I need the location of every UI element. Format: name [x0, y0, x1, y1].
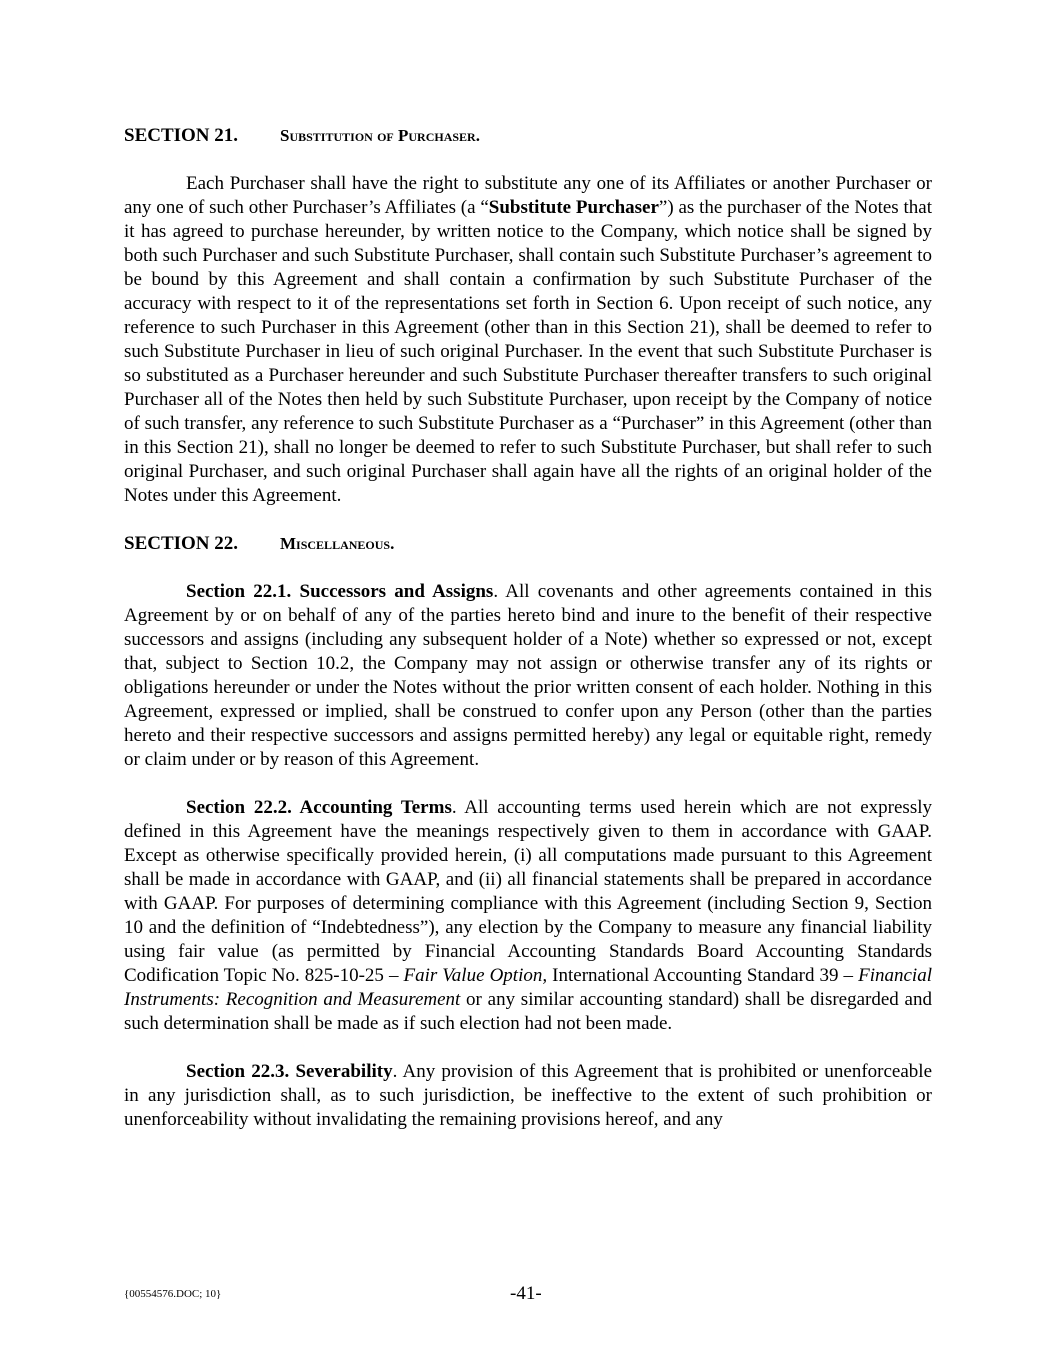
section-22-1-paragraph: Section 22.1. Successors and Assigns. All covenants and other agreements contained in this Agreement by or on behalf of any of the parties hereto bind and inure to the benefit of their respective successors and assigns (including any subsequent holder of a Note) whether so expressed or not, except that, subject to Section 10.2, the Company may not assign or otherwise transfer any of its rights or obligations hereunder or under the Notes without the prior written consent of each holder. Nothing in this Agreement, expressed or implied, shall be construed to confer upon any Person (other than the parties hereto and their respective successors and assigns permitted hereby) any legal or equitable right, remedy or claim under or by reason of this Agreement. — [124, 581, 932, 770]
section-21-heading — [124, 124, 932, 148]
section-22-1-heading: Section 22.1. Successors and Assigns — [186, 581, 494, 602]
section-22-3-heading: Section 22.3. Severability — [186, 1061, 393, 1082]
section-22-2-paragraph: Section 22.2. Accounting Terms. All accounting terms used herein which are not expressly defined in this Agreement have the meanings respectively given to them in accordance with GAAP. Except as otherwise specifically provided herein, (i) all computations made pursuant to this Agreement shall be made in accordance with GAAP, and (ii) all financial statements shall be prepared in accordance with GAAP. For purposes of determining compliance with this Agreement (including Section 9, Section 10 and the definition of “Indebtedness”), any election by the Company to measure any financial liability using fair value (as permitted by Financial Accounting Standards Board Accounting Standards Codification Topic No. 825-10-25 – Fair Value Option, International Accounting Standard 39 – Financial Instruments: Recognition and Measurement or any similar accounting standard) shall be disregarded and such determination shall be made as if such election had not been made. — [124, 797, 933, 1034]
page-content — [124, 124, 932, 1132]
section-22-2-heading: Section 22.2. Accounting Terms — [186, 797, 452, 818]
document-id: {00554576.DOC; 10} — [124, 1288, 222, 1300]
section-21-title: Substitution of Purchaser. — [280, 126, 480, 145]
section-22-3-paragraph: Section 22.3. Severability. Any provision of this Agreement that is prohibited or unenforceable in any jurisdiction shall, as to such jurisdiction, be ineffective to the extent of such prohibition or unenforceability without invalidating the remaining provisions hereof, and any — [124, 1061, 933, 1130]
section-22-heading — [124, 532, 932, 556]
section-21-paragraph: Each Purchaser shall have the right to substitute any one of its Affiliates or another Purchaser or any one of such other Purchaser’s Affiliates (a “Substitute Purchaser”) as the purchaser of the Notes that it has agreed to purchase hereunder, by written notice to the Company, which notice shall be signed by both such Purchaser and such Substitute Purchaser, shall contain such Substitute Purchaser’s agreement to be bound by this Agreement and shall contain a confirmation by such Substitute Purchaser of the accuracy with respect to it of the representations set forth in Section 6. Upon receipt of such notice, any reference to such Purchaser in this Agreement (other than in this Section 21), shall be deemed to refer to such Substitute Purchaser in lieu of such original Purchaser. In the event that such Substitute Purchaser is so substituted as a Purchaser hereunder and such Substitute Purchaser thereafter transfers to such original Purchaser all of the Notes then held by such Substitute Purchaser, upon receipt by the Company of notice of such transfer, any reference to such Substitute Purchaser as a “Purchaser” in this Agreement (other than in this Section 21), shall no longer be deemed to refer to such Substitute Purchaser, but shall refer to such original Purchaser, and such original Purchaser shall again have all the rights of an original holder of the Notes under this Agreement. — [124, 173, 932, 506]
page-footer — [124, 1282, 932, 1306]
section-21-number: SECTION 21. — [124, 125, 239, 146]
section-22-number: SECTION 22. — [124, 533, 239, 554]
section-22-title: Miscellaneous. — [280, 534, 395, 553]
page-number: -41- — [510, 1283, 542, 1304]
defined-term: Substitute Purchaser — [488, 197, 659, 218]
